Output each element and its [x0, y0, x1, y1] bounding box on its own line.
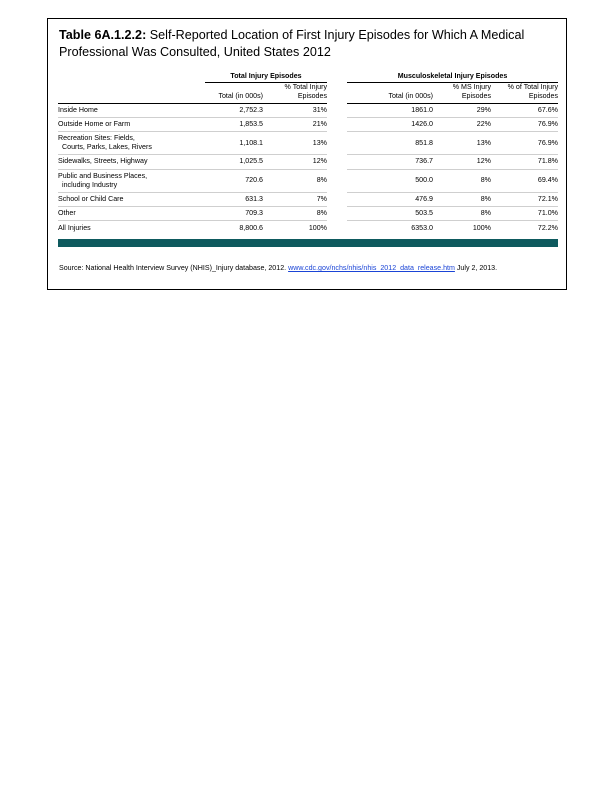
table-number: Table 6A.1.2.2:: [59, 28, 147, 42]
row-label: Other: [58, 207, 205, 221]
col-header-ms-total: Total (in 000s): [347, 83, 433, 103]
table-row: Recreation Sites: Fields, Courts, Parks, Lakes, Rivers 1,108.1 13% 851.8 13% 76.9%: [58, 132, 558, 155]
table-row: Other 709.3 8% 503.5 8% 71.0%: [58, 207, 558, 221]
table-row: Outside Home or Farm 1,853.5 21% 1426.0 22% 76.9%: [58, 117, 558, 131]
row-label: Outside Home or Farm: [58, 117, 205, 131]
row-label: Recreation Sites: Fields, Courts, Parks, Lakes, Rivers: [58, 132, 205, 155]
group-header-total: Total Injury Episodes: [205, 72, 327, 83]
row-label: Sidewalks, Streets, Highway: [58, 155, 205, 169]
row-label: All Injuries: [58, 224, 91, 233]
total-row: All Injuries 8,800.6 100% 6353.0 100% 72.2%: [58, 221, 558, 237]
row-label: Inside Home: [58, 103, 205, 117]
row-label: School or Child Care: [58, 193, 205, 207]
row-label: Public and Business Places, including Industry: [58, 169, 205, 192]
table-row: School or Child Care 631.3 7% 476.9 8% 72.1%: [58, 193, 558, 207]
column-header-row: [58, 83, 558, 103]
col-header-pct-of-total: % of Total Injury Episodes: [491, 83, 558, 103]
col-header-pct-ms: % MS Injury Episodes: [433, 83, 491, 103]
group-header-row: [58, 72, 558, 83]
col-header-total: Total (in 000s): [205, 83, 263, 103]
table-title: [59, 27, 549, 61]
table-row: Public and Business Places, including Industry 720.6 8% 500.0 8% 69.4%: [58, 169, 558, 192]
group-header-musculoskeletal: Musculoskeletal Injury Episodes: [347, 72, 558, 83]
table-row: Sidewalks, Streets, Highway 1,025.5 12% 736.7 12% 71.8%: [58, 155, 558, 169]
table-title-text: Self-Reported Location of First Injury Episodes for Which A Medical Professional Was Consulted, United States 2012: [59, 28, 525, 59]
table-frame: [47, 18, 567, 290]
source-link[interactable]: www.cdc.gov/nchs/nhis/nhis_2012_data_release.htm: [288, 264, 455, 272]
table-row: Inside Home 2,752.3 31% 1861.0 29% 67.6%: [58, 103, 558, 117]
accent-bar: [58, 239, 558, 247]
injury-location-table: [58, 72, 558, 237]
source-note: Source: National Health Interview Survey (NHIS)_Injury database, 2012. www.cdc.gov/nchs/nhis/nhis_2012_data_release.htm July 2, 2013.: [59, 264, 498, 272]
col-header-pct-total: % Total Injury Episodes: [263, 83, 327, 103]
